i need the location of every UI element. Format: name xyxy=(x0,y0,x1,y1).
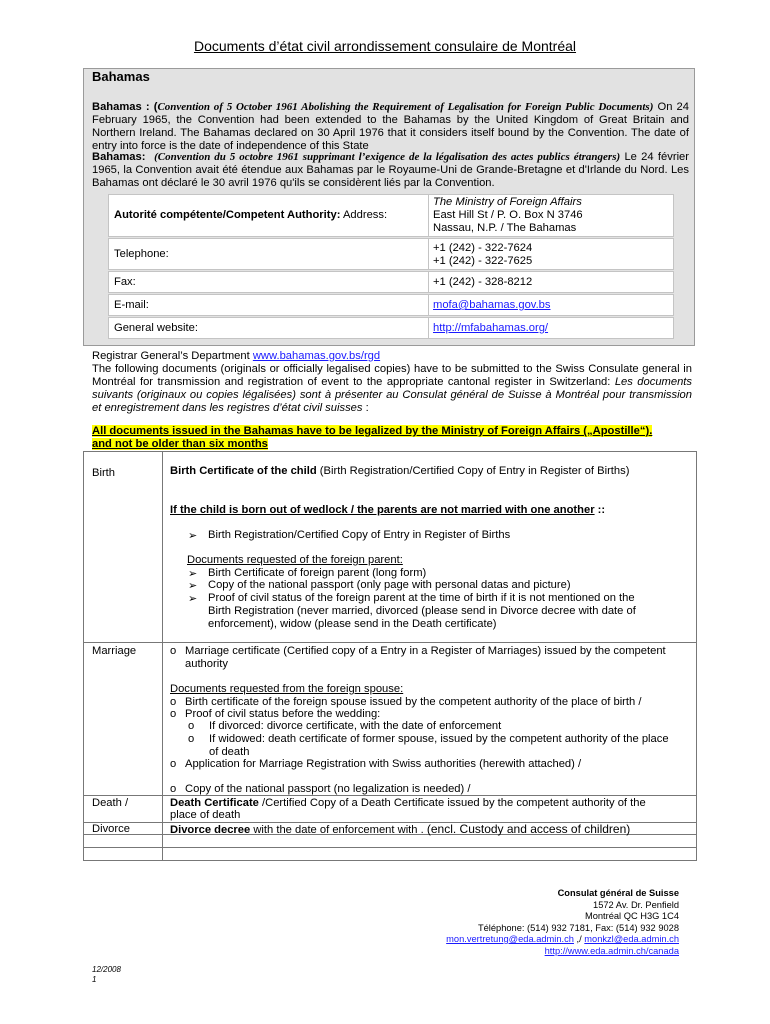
legalization-notice-line1: All documents issued in the Bahamas have to be legalized by the Ministry of Foreign Affairs („Apostille“). xyxy=(92,425,653,437)
parent-heading: Documents requested of the foreign parent: xyxy=(187,554,403,566)
birth-title: Birth Certificate of the child (Birth Registration/Certified Copy of Entry in Register of Births) xyxy=(170,465,630,477)
spouse-item2b2: of death xyxy=(209,746,250,758)
website-row xyxy=(108,317,674,339)
intro-text-fr: Le 24 février 1965, la Convention avait été étendue aux Bahamas par le Royaume-Uni de Grande-Bretagne et d'Irlande du Nord. Les Bahamas ont déclaré le 30 avril 1976 qu'ils se considèrent liés par la Convention. xyxy=(92,151,690,189)
intro-lead: Bahamas : ( xyxy=(92,101,158,113)
telephone-row xyxy=(108,238,674,270)
circle-bullet-icon: o xyxy=(188,733,195,745)
birth-label: Birth xyxy=(92,467,116,479)
convention-title-fr: (Convention du 5 octobre 1961 supprimant l’exigence de la légalisation des actes publics étrangers) xyxy=(154,151,621,163)
marriage-label: Marriage xyxy=(92,645,137,657)
circle-bullet-icon: o xyxy=(188,720,195,732)
parent-item3c: enforcement), widow (please send in the Death certificate) xyxy=(208,618,497,630)
registrar-prefix: Registrar General’s Department xyxy=(92,350,253,362)
birth-item1: Birth Registration/Certified Copy of Entry in Register of Births xyxy=(208,529,511,541)
marriage-item1b: authority xyxy=(185,658,228,670)
arrow-bullet-icon: ➢ xyxy=(188,580,198,592)
authority-address-line1: The Ministry of Foreign Affairs xyxy=(433,196,582,208)
email-label: E-mail: xyxy=(114,299,149,311)
authority-address-row xyxy=(108,194,674,237)
email-separator: ,/ xyxy=(573,934,585,944)
authority-address-line2: East Hill St / P. O. Box N 3746 xyxy=(433,209,583,221)
convention-paragraph-fr xyxy=(92,151,689,190)
authority-address-line3: Nassau, N.P. / The Bahamas xyxy=(433,222,577,234)
fax-value: +1 (242) - 328-8212 xyxy=(433,276,533,288)
spouse-heading: Documents requested from the foreign spouse: xyxy=(170,683,404,695)
parent-item1: Birth Certificate of foreign parent (long form) xyxy=(208,567,427,579)
page-title: Documents d’état civil arrondissement consulaire de Montréal xyxy=(193,38,577,54)
document-date-value: 12/2008 xyxy=(92,965,121,974)
consulate-footer xyxy=(446,888,679,957)
authority-label: Autorité compétente/Competent Authority: xyxy=(114,209,341,221)
arrow-bullet-icon: ➢ xyxy=(188,593,198,605)
website-link[interactable]: http://mfabahamas.org/ xyxy=(433,322,549,334)
spouse-item2a: If divorced: divorce certificate, with the date of enforcement xyxy=(209,720,502,732)
arrow-bullet-icon: ➢ xyxy=(188,568,198,580)
telephone-label: Telephone: xyxy=(114,248,169,260)
email-row xyxy=(108,294,674,316)
legalization-notice xyxy=(92,425,692,451)
registrar-link[interactable]: www.bahamas.gov.bs/rgd xyxy=(252,350,381,362)
circle-bullet-icon: o xyxy=(170,696,177,708)
spouse-item4: Copy of the national passport (no legalization is needed) / xyxy=(185,783,471,795)
divorce-title: Divorce decree with the date of enforcement with . (encl. Custody and access of children) xyxy=(170,822,631,836)
consulate-address1: 1572 Av. Dr. Penfield xyxy=(593,899,679,910)
parent-item3b: Birth Registration (never married, divorced (please send in Divorce decree with date of xyxy=(208,605,636,617)
telephone-1: +1 (242) - 322-7624 xyxy=(433,242,533,254)
consulate-phone: Téléphone: (514) 932 7181, Fax: (514) 932 9028 xyxy=(477,922,679,933)
consulate-email2[interactable]: monkzl@eda.admin.ch xyxy=(584,934,679,944)
consulate-address2: Montréal QC H3G 1C4 xyxy=(584,911,679,921)
address-label: Address: xyxy=(340,209,388,221)
registrar-text-fr: Les documents suivants (originaux ou copies légalisées) sont à présenter au Consulat général de Suisse à Montréal pour transmission et enregistrement dans les registres d’état civil suisses xyxy=(92,376,693,414)
death-title: Death Certificate /Certified Copy of a Death Certificate issued by the competent authority of the xyxy=(170,797,646,809)
circle-bullet-icon: o xyxy=(170,783,177,795)
parent-item3a: Proof of civil status of the foreign parent at the time of birth if it is not mentioned on the xyxy=(208,592,635,604)
spouse-item2: Proof of civil status before the wedding: xyxy=(185,708,381,720)
consulate-email1[interactable]: mon.vertretung@eda.admin.ch xyxy=(446,934,574,944)
spouse-item3: Application for Marriage Registration with Swiss authorities (herewith attached) / xyxy=(185,758,582,770)
registrar-paragraph xyxy=(92,350,692,415)
document-date xyxy=(92,965,121,984)
website-label: General website: xyxy=(114,322,198,334)
consulate-website[interactable]: http://www.eda.admin.ch/canada xyxy=(544,945,679,956)
intro-lead-fr: Bahamas: xyxy=(92,151,146,163)
convention-paragraph-en xyxy=(92,101,689,153)
death-label: Death / xyxy=(92,797,129,809)
death-title-line2: place of death xyxy=(170,809,241,821)
spouse-item2b1: If widowed: death certificate of former spouse, issued by the competent authority of the place xyxy=(209,733,669,745)
intro-text-en: On 24 February 1965, the Convention had been extended to the Bahamas by the United Kingdom of Great Britain and Northern Ireland. The Bahamas declared on 30 April 1976 that it considers itself bound by the Convention. The date of entry into force is the date of independence of this State xyxy=(92,101,689,152)
circle-bullet-icon: o xyxy=(170,645,177,657)
fax-row xyxy=(108,271,674,293)
divorce-label: Divorce xyxy=(92,823,130,835)
marriage-item1a: Marriage certificate (Certified copy of a Entry in a Register of Marriages) issued by the competent xyxy=(185,645,666,657)
email-link[interactable]: mofa@bahamas.gov.bs xyxy=(433,299,551,311)
registrar-text-en: The following documents (originals or officially legalised copies) have to be submitted to the Swiss Consulate general in Montréal for transmission and registration of event to the appropriate cantonal register in Switzerland: xyxy=(92,363,692,388)
page-number: 1 xyxy=(92,974,97,984)
fax-label: Fax: xyxy=(114,276,136,288)
spouse-item1: Birth certificate of the foreign spouse issued by the competent authority of the place of birth / xyxy=(185,696,642,708)
convention-title-en: Convention of 5 October 1961 Abolishing the Requirement of Legalisation for Foreign Public Documents) xyxy=(157,101,654,113)
consulate-name: Consulat général de Suisse xyxy=(557,888,679,898)
circle-bullet-icon: o xyxy=(170,708,177,720)
arrow-bullet-icon: ➢ xyxy=(188,530,198,542)
registrar-text-fr-end: : xyxy=(362,402,369,414)
telephone-2: +1 (242) - 322-7625 xyxy=(433,255,533,267)
wedlock-heading: If the child is born out of wedlock / the parents are not married with one another :: xyxy=(170,504,606,516)
legalization-notice-line2: and not be older than six months xyxy=(92,438,268,450)
requirements-table xyxy=(83,451,697,861)
country-heading: Bahamas xyxy=(92,69,150,84)
circle-bullet-icon: o xyxy=(170,758,177,770)
parent-item2: Copy of the national passport (only page with personal datas and picture) xyxy=(208,579,571,591)
